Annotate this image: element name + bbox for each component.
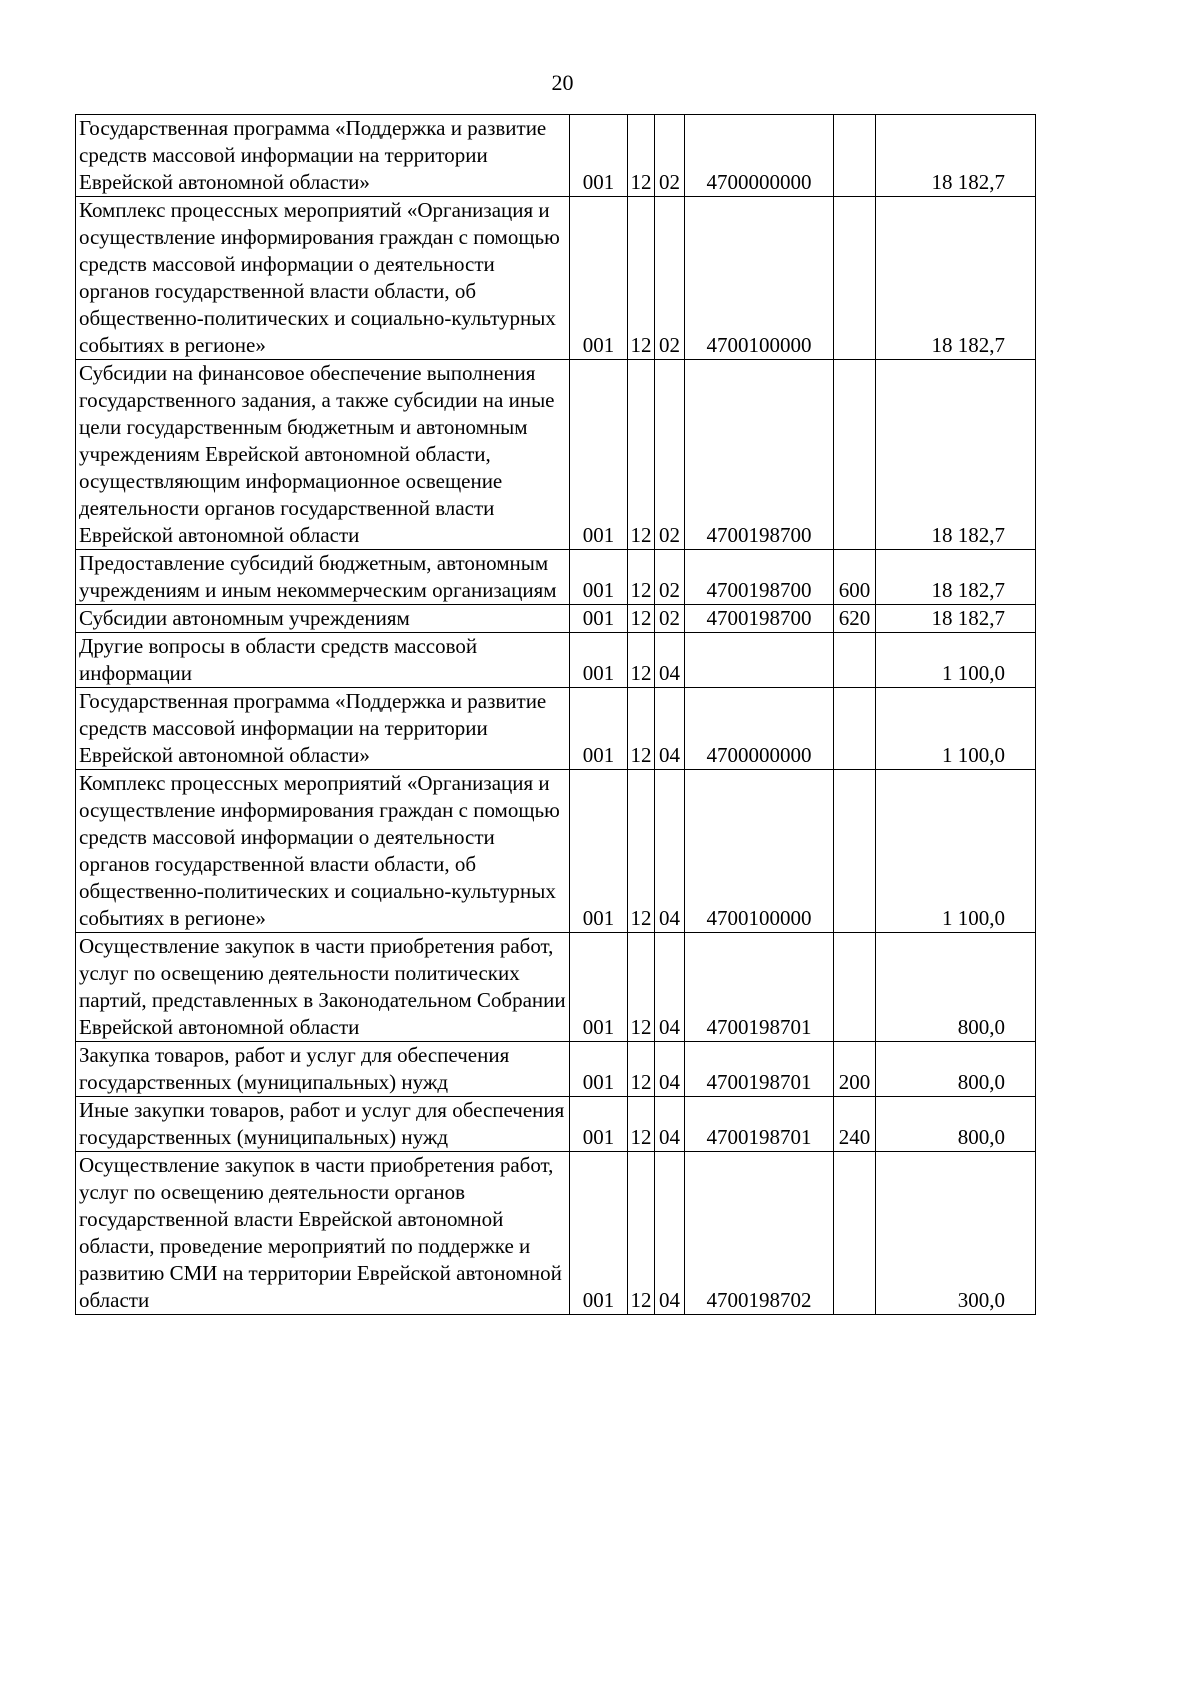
row-vr [834, 1152, 876, 1315]
row-rz: 12 [628, 688, 655, 770]
table-row [76, 770, 1036, 933]
row-vr [834, 933, 876, 1042]
row-gr: 001 [570, 633, 628, 688]
table-row [76, 115, 1036, 197]
row-csr: 4700100000 [685, 770, 834, 933]
row-vr [834, 688, 876, 770]
row-csr [685, 633, 834, 688]
row-pr: 02 [655, 197, 685, 360]
row-pr: 02 [655, 550, 685, 605]
row-csr: 4700198700 [685, 605, 834, 633]
row-csr: 4700198700 [685, 550, 834, 605]
row-name: Закупка товаров, работ и услуг для обеспечения государственных (муниципальных) нужд [76, 1042, 570, 1097]
table-row [76, 1097, 1036, 1152]
budget-table [75, 114, 1036, 1315]
row-csr: 4700100000 [685, 197, 834, 360]
row-rz: 12 [628, 605, 655, 633]
row-name: Субсидии автономным учреждениям [76, 605, 570, 633]
row-pr: 02 [655, 360, 685, 550]
row-gr: 001 [570, 115, 628, 197]
row-sum: 18 182,7 [876, 197, 1036, 360]
row-csr: 4700198700 [685, 360, 834, 550]
row-vr: 620 [834, 605, 876, 633]
table-row [76, 1042, 1036, 1097]
row-csr: 4700000000 [685, 688, 834, 770]
row-csr: 4700000000 [685, 115, 834, 197]
row-rz: 12 [628, 1042, 655, 1097]
row-vr [834, 770, 876, 933]
row-rz: 12 [628, 360, 655, 550]
row-vr [834, 360, 876, 550]
row-gr: 001 [570, 1097, 628, 1152]
row-pr: 04 [655, 1042, 685, 1097]
row-gr: 001 [570, 1152, 628, 1315]
row-pr: 04 [655, 1152, 685, 1315]
row-sum: 1 100,0 [876, 770, 1036, 933]
row-gr: 001 [570, 550, 628, 605]
row-sum: 1 100,0 [876, 633, 1036, 688]
table-row [76, 933, 1036, 1042]
row-rz: 12 [628, 197, 655, 360]
row-gr: 001 [570, 605, 628, 633]
row-name: Иные закупки товаров, работ и услуг для обеспечения государственных (муниципальных) нужд [76, 1097, 570, 1152]
row-rz: 12 [628, 115, 655, 197]
row-sum: 18 182,7 [876, 605, 1036, 633]
row-gr: 001 [570, 1042, 628, 1097]
row-gr: 001 [570, 933, 628, 1042]
row-sum: 800,0 [876, 1097, 1036, 1152]
table-row [76, 197, 1036, 360]
row-name: Другие вопросы в области средств массовой информации [76, 633, 570, 688]
row-rz: 12 [628, 633, 655, 688]
row-pr: 04 [655, 770, 685, 933]
row-vr: 240 [834, 1097, 876, 1152]
table-row [76, 688, 1036, 770]
row-gr: 001 [570, 688, 628, 770]
row-sum: 18 182,7 [876, 115, 1036, 197]
row-name: Осуществление закупок в части приобретения работ, услуг по освещению деятельности политических партий, представленных в Законодательном Собрании Еврейской автономной области [76, 933, 570, 1042]
row-csr: 4700198702 [685, 1152, 834, 1315]
table-row [76, 550, 1036, 605]
row-pr: 04 [655, 1097, 685, 1152]
row-rz: 12 [628, 550, 655, 605]
table-row [76, 360, 1036, 550]
row-pr: 04 [655, 633, 685, 688]
budget-table-body [76, 115, 1036, 1315]
row-name: Комплекс процессных мероприятий «Организация и осуществление информирования граждан с помощью средств массовой информации о деятельности органов государственной власти области, об общественно-политических и социально-культурных событиях в регионе» [76, 197, 570, 360]
row-sum: 1 100,0 [876, 688, 1036, 770]
row-sum: 18 182,7 [876, 360, 1036, 550]
row-vr: 600 [834, 550, 876, 605]
row-vr [834, 197, 876, 360]
row-name: Предоставление субсидий бюджетным, автономным учреждениям и иным некоммерческим организациям [76, 550, 570, 605]
row-rz: 12 [628, 933, 655, 1042]
row-name: Государственная программа «Поддержка и развитие средств массовой информации на территории Еврейской автономной области» [76, 115, 570, 197]
row-rz: 12 [628, 1097, 655, 1152]
row-sum: 18 182,7 [876, 550, 1036, 605]
row-gr: 001 [570, 770, 628, 933]
row-csr: 4700198701 [685, 1097, 834, 1152]
row-rz: 12 [628, 1152, 655, 1315]
row-name: Государственная программа «Поддержка и развитие средств массовой информации на территории Еврейской автономной области» [76, 688, 570, 770]
table-row [76, 633, 1036, 688]
row-vr: 200 [834, 1042, 876, 1097]
row-vr [834, 115, 876, 197]
table-row [76, 605, 1036, 633]
row-csr: 4700198701 [685, 933, 834, 1042]
row-csr: 4700198701 [685, 1042, 834, 1097]
row-sum: 300,0 [876, 1152, 1036, 1315]
row-name: Субсидии на финансовое обеспечение выполнения государственного задания, а также субсидии на иные цели государственным бюджетным и автономным учреждениям Еврейской автономной области, осуществляющим информационное освещение деятельности органов государственной власти Еврейской автономной области [76, 360, 570, 550]
row-sum: 800,0 [876, 933, 1036, 1042]
row-pr: 04 [655, 933, 685, 1042]
row-rz: 12 [628, 770, 655, 933]
row-gr: 001 [570, 360, 628, 550]
row-name: Комплекс процессных мероприятий «Организация и осуществление информирования граждан с помощью средств массовой информации о деятельности органов государственной власти области, об общественно-политических и социально-культурных событиях в регионе» [76, 770, 570, 933]
row-vr [834, 633, 876, 688]
row-pr: 02 [655, 605, 685, 633]
row-sum: 800,0 [876, 1042, 1036, 1097]
page-number: 20 [551, 70, 574, 95]
row-gr: 001 [570, 197, 628, 360]
row-pr: 02 [655, 115, 685, 197]
row-name: Осуществление закупок в части приобретения работ, услуг по освещению деятельности органов государственной власти Еврейской автономной области, проведение мероприятий по поддержке и развитию СМИ на территории Еврейской автономной области [76, 1152, 570, 1315]
row-pr: 04 [655, 688, 685, 770]
table-row [76, 1152, 1036, 1315]
